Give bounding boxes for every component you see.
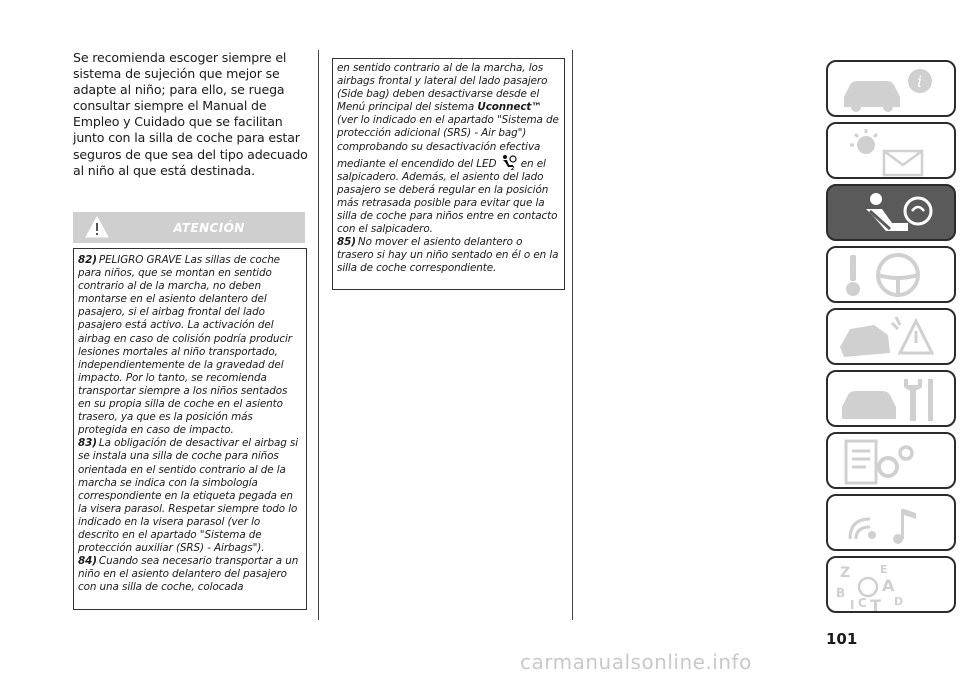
warning-item-84: 84) Cuando sea necesario transportar a un niño en el asiento delantero del pasajero con una silla de coche, colocada — [78, 555, 299, 594]
tab-maintenance[interactable] — [826, 370, 956, 427]
watermark: carmanualsonline.info — [520, 650, 752, 674]
tab-warning-lights[interactable] — [826, 122, 956, 179]
tab-emergency[interactable] — [826, 308, 956, 365]
seat-airbag-icon — [836, 189, 946, 239]
warning-lights-envelope-icon — [836, 127, 946, 177]
car-wrench-icon — [836, 375, 946, 425]
warning-item-85: 85) No mover el asiento delantero o trasero si hay un niño sentado en él o en la silla de coche correspondiente. — [337, 236, 559, 275]
warning-item-83: 83) La obligación de desactivar el airbag si se instala una silla de coche para niños orientada en el sentido contrario al de la marcha se indica con la simbología correspondiente en la etiqueta pegada en la visera parasol. Respetar siempre todo lo indicado en la visera parasol (ver lo descrito en el apartado "Sistema de protección auxiliar (SRS) - Airbags"). — [78, 437, 299, 555]
warning-box — [73, 248, 307, 610]
key-steering-wheel-icon — [836, 251, 946, 301]
svg-text:E: E — [880, 563, 888, 576]
column-divider — [318, 50, 319, 620]
warning-header — [73, 212, 305, 243]
svg-text:C: C — [858, 596, 867, 610]
svg-text:A: A — [882, 576, 895, 595]
column-divider — [572, 50, 573, 620]
warning-title: ATENCIÓN — [173, 221, 245, 235]
tab-technical-data[interactable] — [826, 432, 956, 489]
spec-sheet-gears-icon — [836, 437, 946, 487]
svg-text:I: I — [850, 598, 855, 611]
svg-text:D: D — [894, 595, 904, 608]
multimedia-music-icon — [836, 499, 946, 549]
svg-text:2: 2 — [510, 165, 514, 170]
page-number: 101 — [826, 630, 858, 648]
car-crash-warning-icon — [836, 313, 946, 363]
tab-multimedia[interactable] — [826, 494, 956, 551]
car-info-icon — [836, 65, 946, 115]
tab-starting-driving[interactable] — [826, 246, 956, 303]
main-text: Se recomienda escoger siempre el sistema de sujeción que mejor se adapte al niño; para ello, se ruega consultar siempre el Manual de Empleo y Cuidado que se facilitan junto con la silla de coche para estar seguros de que sea del tipo adecuado al niño al que está destinada. — [73, 50, 308, 178]
warning-item-84-continued: en sentido contrario al de la marcha, los airbags frontal y lateral del lado pasajero (Side bag) deben desactivarse desde el Menú principal del sistema Uconnect™ (ver lo indicado en el apartado "Sistema de protección adicional (SRS) - Air bag") comprobando su desactivación efectiva mediante el encendido del LED 2 en el salpicadero. Además, el asiento del lado pasajero se deberá regular en la posición más retrasada posible para evitar que la silla de coche para niños entre en contacto con el salpicadero. — [337, 62, 559, 236]
alphabet-index-icon — [836, 561, 946, 611]
airbag-off-led-icon — [500, 154, 518, 170]
svg-text:i: i — [917, 72, 923, 91]
tab-safety[interactable] — [826, 184, 956, 241]
svg-text:Z: Z — [840, 565, 851, 581]
svg-text:T: T — [870, 596, 881, 611]
tab-index[interactable] — [826, 556, 956, 613]
uconnect-brand: Uconnect™ — [477, 101, 542, 114]
tab-car-info[interactable] — [826, 60, 956, 117]
svg-text:B: B — [836, 586, 846, 600]
warning-item-82: 82) PELIGRO GRAVE Las sillas de coche para niños, que se montan en sentido contrario al de la marcha, no deben montarse en el asiento delantero del pasajero, si el airbag frontal del lado pasajero está activo. La activación del airbag en caso de colisión podría producir lesiones mortales al niño transportado, independientemente de la gravedad del impacto. Por lo tanto, se recomienda transportar siempre a los niños sentados en su propia silla de coche en el asiento trasero, ya que es la posición más protegida en caso de impacto. — [78, 254, 292, 437]
body-paragraph — [73, 50, 309, 179]
warning-continuation-box — [332, 58, 565, 290]
